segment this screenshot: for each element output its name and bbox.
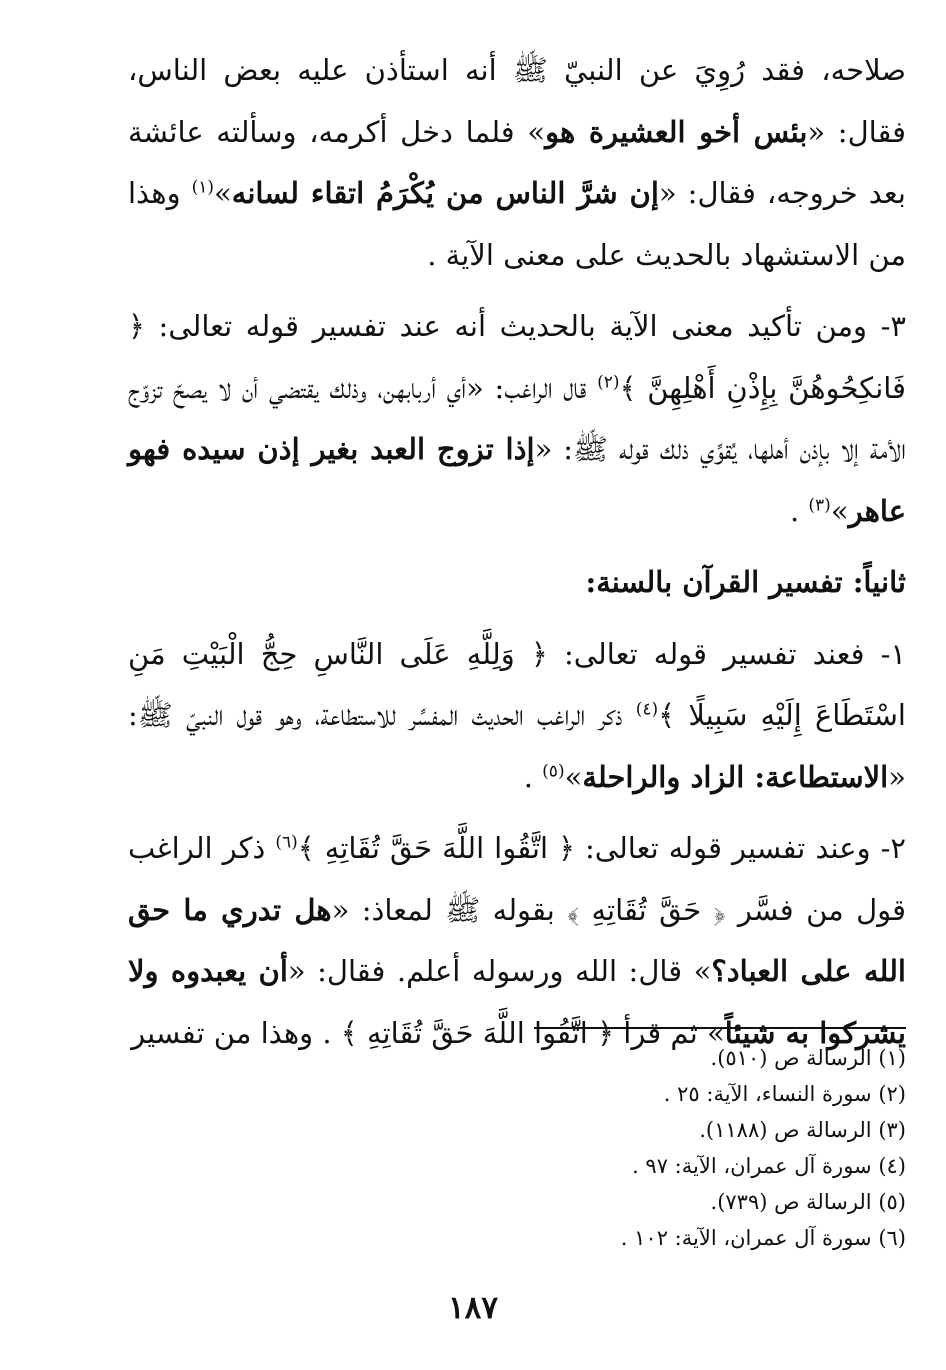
text-run: صلاحه، فقد رُوِيَ عن النبيّ ﷺ أنه استأذن عليه بعض الناس، فقال: «: [128, 53, 907, 149]
footnotes: [300, 1040, 906, 1256]
footnote: (١) الرسالة ص (٥١٠).: [710, 1046, 906, 1070]
hadith-quote: إذا تزوج العبد بغير إذن سيده فهو عاهر: [128, 432, 906, 528]
text-run: ذكر الراغب قول من فسَّر ﴿ حَقَّ تُقَاتِهِ ﴾ بقوله ﷺ لمعاذ: «: [128, 831, 906, 927]
section-heading: ثانياً: تفسير القرآن بالسنة:: [585, 565, 906, 599]
footnote-ref: (٢): [597, 371, 620, 392]
text-run: وهذا من الاستشهاد بالحديث على معنى الآية .: [128, 176, 906, 272]
text-run: ذكر الراغب الحديث المفسِّر للاستطاعة، وهو قول النبيّ ﷺ: «: [128, 698, 906, 794]
footnote: (٥) الرسالة ص (٧٣٩).: [710, 1190, 906, 1214]
paragraph: [128, 40, 906, 286]
footnote: (٤) سورة آل عمران، الآية: ٩٧ .: [632, 1154, 906, 1178]
hadith-quote: إن شرَّ الناس من يُكْرَمُ اتقاء لسانه: [231, 176, 659, 210]
main-text: [128, 40, 906, 1064]
paragraph: [128, 296, 906, 542]
text-run: »: [214, 176, 232, 210]
footnote-ref: (٥): [542, 760, 565, 781]
text-run: ١- فعند تفسير قوله تعالى: ﴿ وَلِلَّهِ عَلَى النَّاسِ حِجُّ الْبَيْتِ مَنِ اسْتَطَاعَ إِلَيْهِ سَبِيلًا ﴾: [128, 636, 906, 732]
hadith-quote: بئس أخو العشيرة هو: [545, 114, 808, 149]
text-run: »: [564, 759, 583, 794]
footnote-ref: (٤): [635, 699, 659, 720]
text-run: ٢- وعند تفسير قوله تعالى: ﴿ اتَّقُوا اللَّهَ حَقَّ تُقَاتِهِ ﴾: [297, 831, 906, 865]
footnote-ref: (٦): [275, 832, 298, 853]
page-number: ١٨٧: [448, 1290, 498, 1326]
text-run: .: [523, 759, 543, 794]
footnote-ref: (١): [191, 177, 215, 198]
footnote: (٦) سورة آل عمران، الآية: ١٠٢ .: [620, 1226, 906, 1250]
text-run: » ثم قرأ ﴿ اتَّقُوا اللَّهَ حَقَّ تُقَاتِهِ ﴾ . وهذا من تفسير: [131, 1015, 725, 1050]
footnote-separator: [534, 1027, 906, 1029]
footnote: (٣) الرسالة ص (١١٨٨).: [699, 1118, 906, 1142]
text-run: قال الراغب: «أي أربابهن، وذلك يقتضي أن لا يصحّ تزوّج الأمة إلا بإذن أهلها، يُقوِّي ذلك قوله ﷺ: «: [128, 370, 906, 466]
paragraph: [128, 624, 906, 809]
text-run: .: [789, 493, 809, 528]
footnote-ref: (٣): [808, 494, 831, 515]
hadith-quote: الاستطاعة: الزاد والراحلة: [582, 759, 889, 794]
text-run: »: [830, 493, 849, 528]
text-run: » فلما دخل أكرمه، وسألته عائشة بعد خروجه، فقال: «: [128, 114, 906, 210]
hadith-quote: هل تدري ما حق الله على العباد؟: [128, 892, 906, 988]
hadith-quote: أن يعبدوه ولا يشركوا به شيئاً: [128, 954, 906, 1050]
text-run: ٣- ومن تأكيد معنى الآية بالحديث أنه عند تفسير قوله تعالى: ﴿ فَانكِحُوهُنَّ بِإِذْنِ أَهْلِهِنَّ ﴾: [128, 309, 906, 405]
text-run: » قال: الله ورسوله أعلم. فقال: «: [287, 954, 712, 988]
footnote: (٢) سورة النساء، الآية: ٢٥ .: [663, 1082, 906, 1106]
